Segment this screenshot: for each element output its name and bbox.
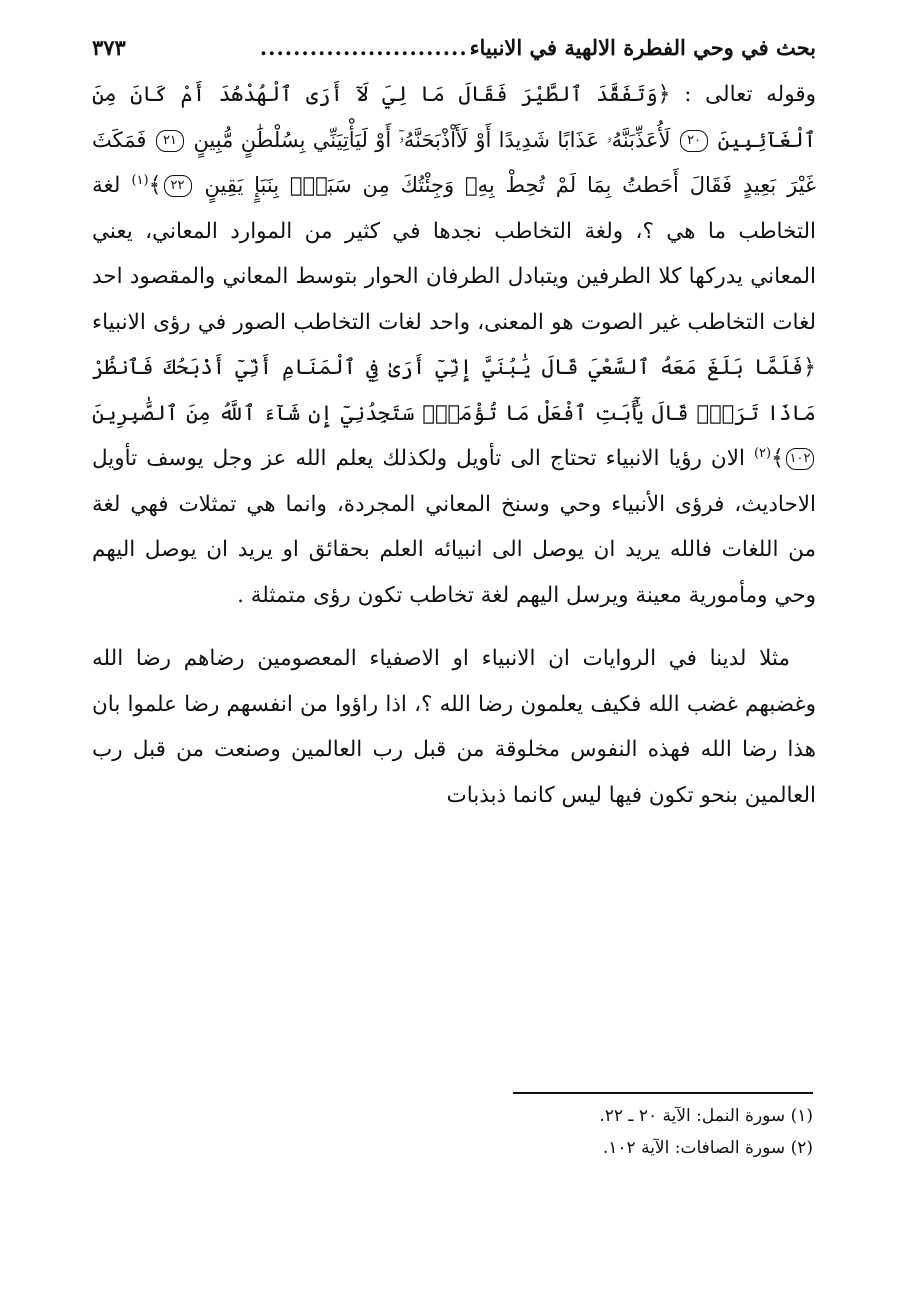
quran-verse-102: فَلَمَّا بَلَغَ مَعَهُ ٱلسَّعْيَ قَالَ يَٰبُنَيَّ إِنِّيٓ أَرَىٰ فِي ٱلْمَنَامِ أَنِّيٓ أَذْبَحُكَ فَٱنظُرْ مَاذَا تَرَىٰۚ قَالَ يَٰٓأَبَتِ ٱفْعَلْ مَا تُؤْمَرُۖ سَتَجِدُنِيٓ إِن شَآءَ ٱللَّهُ مِنَ ٱلصَّٰبِرِينَ <box>92 355 816 425</box>
leader-dots: ......................... <box>259 35 468 60</box>
quran-close-bracket-2: ﴾ <box>771 446 784 471</box>
verse-number-20: ٢٠ <box>680 130 708 152</box>
footnote-ref-1: (١) <box>131 172 149 188</box>
page-number: ٣٧٣ <box>92 35 126 60</box>
footnote-1: (١) سورة النمل: الآية ٢٠ ـ ٢٢. <box>599 1106 813 1126</box>
footnote-ref-2: (٢) <box>753 445 772 461</box>
body-text-a: لغة التخاطب ما هي ؟، ولغة التخاطب نجدها في كثير من الموارد المعاني، يعني المعاني يدركها كلا الطرفين ويتبادل الطرفان الحوار بتوسط المعاني والمقصود احد لغات التخاطب غير الصوت هو المعنى، واحد لغات التخاطب الصور في رؤى الانبياء <box>92 173 816 335</box>
paragraph-1 <box>92 72 816 618</box>
verse-number-21: ٢١ <box>156 130 184 152</box>
book-page <box>92 30 816 818</box>
paragraph-2: مثلا لدينا في الروايات ان الانبياء او الاصفياء المعصومين رضاهم رضا الله وغضبهم غضب الله فكيف يعلمون رضا الله ؟، اذا راؤوا من انفسهم رضا علموا بان هذا رضا الله فهذه النفوس مخلوقة من قبل رب العالمين وصنعت من قبل رب العالمين بنحو تكون فيها ليس كانما ذبذبات <box>92 646 816 808</box>
quran-open-bracket-2: ﴿ <box>803 355 816 380</box>
quran-verse-22: فَمَكَثَ غَيْرَ بَعِيدٍ فَقَالَ أَحَطتُ بِمَا لَمْ تُحِطْ بِهِۦ وَجِئْتُكَ مِن سَبَإِۭ بِنَبَإٍ يَقِينٍ <box>92 127 816 197</box>
intro-text: وقوله تعالى : <box>670 82 817 107</box>
footnote-2: (٢) سورة الصافات: الآية ١٠٢. <box>602 1138 813 1158</box>
main-text <box>92 72 816 818</box>
running-header <box>92 30 816 66</box>
quran-open-bracket: ﴿ <box>657 82 671 107</box>
quran-close-bracket: ﴾ <box>148 173 162 198</box>
verse-number-102: ١٠٢ <box>786 448 814 470</box>
verse-number-22: ٢٢ <box>164 175 192 197</box>
footnote-separator <box>513 1092 813 1094</box>
body-text-b: الان رؤيا الانبياء تحتاج الى تأويل ولكذلك يعلم الله عز وجل يوسف تأويل الاحاديث، فرؤى الأنبياء وحي وسنخ المعاني المجردة، وانما هي تمثلات فهي لغة من اللغات فالله يريد ان يوصل الى انبيائه العلم بحقائق او يريد ان يوصل اليهم وحي ومأمورية معينة ويرسل اليهم لغة تخاطب تكون رؤى متمثلة . <box>92 446 816 608</box>
quran-verse-21: لَأُعَذِّبَنَّهُۥ عَذَابًا شَدِيدًا أَوْ لَأَاْذْبَحَنَّهُۥٓ أَوْ لَيَأْتِيَنِّي بِسُلْطَٰنٍ مُّبِينٍ <box>193 127 671 152</box>
running-title: بحث في وحي الفطرة الالهية في الانبياء <box>469 35 816 60</box>
footnotes <box>93 1100 813 1164</box>
quran-verse-20: وَتَفَقَّدَ ٱلطَّيْرَ فَقَالَ مَا لِيَ لَآ أَرَى ٱلْهُدْهُدَ أَمْ كَانَ مِنَ ٱلْغَآئِبِينَ <box>92 82 817 152</box>
